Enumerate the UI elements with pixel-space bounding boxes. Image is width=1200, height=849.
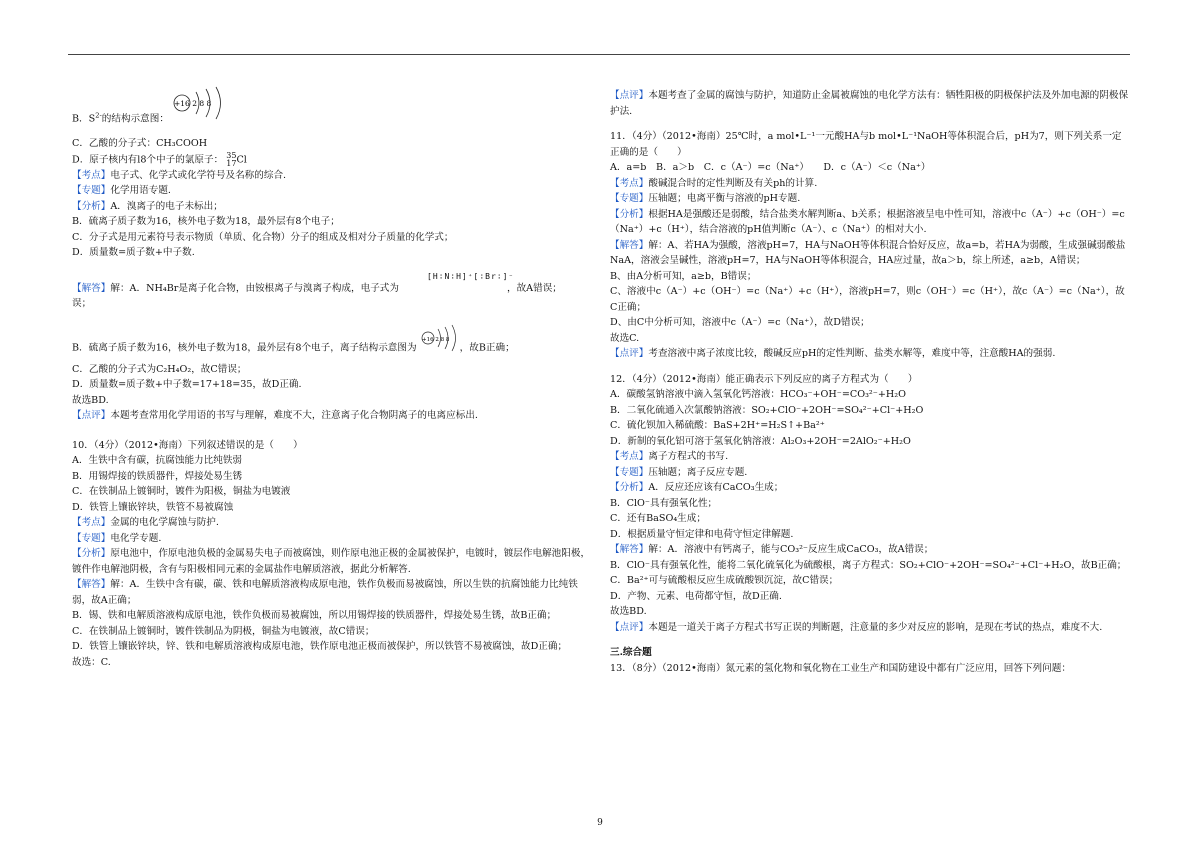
isotope-number: 17 [226, 158, 237, 168]
q10-fenxi [72, 546, 592, 577]
q10-kaodian [72, 515, 592, 531]
zhuanti-tag: 【专题】 [72, 185, 111, 196]
left-column [72, 88, 592, 670]
section-heading: 三.综合题 [610, 647, 652, 658]
jieda-tag: 【解答】 [610, 239, 649, 251]
q9-jieda-3: C．乙酸的分子式为C₂H₄O₂，故C错误； [72, 363, 247, 375]
atom-label: +16 2 8 8 [173, 99, 212, 108]
q12-option-b: B．二氧化硫通入次氯酸钠溶液：SO₂+ClO⁻+2OH⁻=SO₄²⁻+Cl⁻+H₂O [610, 404, 924, 416]
q10-option-c: C．在铁制品上镀铜时，镀件为阳极，铜盐为电镀液 [72, 486, 291, 497]
q11-jieda-4: D、由C中分析可知，溶液中c（A⁻）=c（Na⁺），故D错误； [610, 317, 870, 328]
kaodian-text: 金属的电化学腐蚀与防护. [110, 517, 219, 528]
fenxi-text: 根据HA是强酸还是弱酸，结合盐类水解判断a、b关系；根据溶液呈电中性可知，溶液中c（A⁻）+c（OH⁻）=c（Na⁺）+c（H⁺），结合溶液的pH值判断c（A⁻）、c（Na⁺）的相对大小. [610, 208, 1125, 235]
chlorine-isotope [226, 152, 236, 168]
sulfur-atom-diagram [172, 86, 234, 120]
kaodian-tag: 【考点】 [72, 517, 111, 528]
q10-jieda-1 [72, 577, 592, 608]
q12-zhuanti [610, 465, 1130, 481]
kaodian-text: 电子式、化学式或化学符号及名称的综合. [110, 169, 287, 181]
q9-jieda-4: D．质量数=质子数+中子数=17+18=35，故D正确. [72, 379, 302, 390]
q11-kaodian [610, 176, 1130, 192]
q10-answer: 故选：C. [72, 656, 111, 668]
electron-formula-row [72, 261, 592, 281]
q9-option-d [72, 152, 592, 168]
q9-dianping [72, 408, 592, 424]
q11-jieda-3: C、溶液中c（A⁻）+c（OH⁻）=c（Na⁺）+c（H⁺），溶液pH=7，则c（OH⁻）=c（H⁺），故c（A⁻）=c（Na⁺），故C正确； [610, 286, 1125, 313]
fenxi-tag: 【分析】 [72, 548, 111, 559]
zhuanti-text: 电化学专题. [110, 532, 162, 544]
q10-jieda-3: C．在铁制品上镀铜时，镀件铁制品为阴极，铜盐为电镀液，故C错误； [72, 625, 375, 637]
kaodian-text: 离子方程式的书写. [648, 451, 729, 462]
dianping-text: 本题是一道关于离子方程式书写正误的判断题，注意量的多少对反应的影响，是现在考试的热点，难度不大. [648, 621, 1103, 633]
q12-jieda-2: B．ClO⁻具有强氧化性，能将二氧化硫氧化为硫酸根，离子方程式：SO₂+ClO⁻+2OH⁻=SO₄²⁻+Cl⁻+H₂O，故B正确； [610, 559, 1127, 571]
q12-option-a: A．碳酸氢钠溶液中滴入氢氧化钙溶液：HCO₃⁻+OH⁻=CO₃²⁻+H₂O [610, 389, 906, 400]
q12-kaodian [610, 449, 1130, 465]
q11-zhuanti [610, 191, 1130, 207]
q9-option-b-text: B．S [72, 113, 96, 125]
q9-option-b-tail: 的结构示意图： [101, 113, 169, 125]
kaodian-tag: 【考点】 [610, 451, 649, 462]
q9-fenxi [72, 199, 592, 215]
q10-jieda-2: B．锡、铁和电解质溶液构成原电池，铁作负极而易被腐蚀，所以用锡焊接的铁质器件，焊接处易生锈，故B正确； [72, 610, 557, 621]
q10-option-a: A．生铁中含有碳，抗腐蚀能力比纯铁弱 [72, 455, 243, 466]
dianping-text: 本题考查了金属的腐蚀与防护，知道防止金属被腐蚀的电化学方法有：牺牲阳极的阴极保护法及外加电源的阴极保护法. [610, 90, 1129, 117]
q12-fenxi-2: B．ClO⁻具有强氧化性； [610, 497, 718, 509]
page-number: 9 [597, 818, 603, 828]
q12-option-d: D．新制的氧化铝可溶于氢氧化钠溶液：Al₂O₃+2OH⁻=2AlO₂⁻+H₂O [610, 435, 911, 447]
q11-jieda-1 [610, 238, 1130, 269]
dianping-text: 本题考查常用化学用语的书写与理解，难度不大，注意离子化合物阴离子的电离应标出. [110, 410, 478, 421]
q9-kaodian [72, 168, 592, 184]
q9-fenxi-2: B．硫离子质子数为16，核外电子数为18，最外层有8个电子； [72, 216, 340, 227]
isotope-mass: 35 [226, 150, 237, 160]
zhuanti-text: 压轴题；离子反应专题. [648, 466, 748, 478]
q12-jieda-4: D．产物、元素、电荷都守恒，故D正确. [610, 590, 782, 602]
q9-fenxi-3: C．分子式是用元素符号表示物质（单质、化合物）分子的组成及相对分子质量的化学式； [72, 231, 454, 243]
fenxi-tag: 【分析】 [610, 208, 649, 220]
q10-dianping [610, 88, 1130, 119]
q9-option-b-sup: 2- [95, 111, 102, 120]
q9-zhuanti [72, 183, 592, 199]
q10-option-b: B．用锡焊接的铁质器件，焊接处易生锈 [72, 470, 243, 482]
q12-fenxi-4: D．根据质量守恒定律和电荷守恒定律解题. [610, 528, 794, 540]
q9-jieda-2 [72, 334, 592, 362]
jieda-text-2-tail: ，故B正确； [459, 342, 515, 353]
jieda-text-1-tail: ，故A错误； [506, 282, 562, 294]
electron-formula: [H∶N∶H]⁺[∶Br∶]⁻ [427, 271, 515, 281]
jieda-tag: 【解答】 [72, 579, 111, 590]
q9-option-b [72, 99, 592, 136]
zhuanti-tag: 【专题】 [610, 193, 649, 204]
dianping-text: 考查溶液中离子浓度比较，酸碱反应pH的定性判断、盐类水解等，难度中等，注意酸HA的强弱. [648, 348, 1056, 359]
q10-option-d: D．铁管上镶嵌锌块，铁管不易被腐蚀 [72, 501, 234, 513]
q12-head: 12．（4分）（2012•海南）能正确表示下列反应的离子方程式为（ ） [610, 373, 918, 385]
zhuanti-text: 化学用语专题. [110, 185, 171, 196]
fenxi-text: A．溴离子的电子未标出； [110, 200, 223, 212]
dianping-tag: 【点评】 [610, 621, 649, 633]
kaodian-tag: 【考点】 [610, 177, 649, 189]
dianping-tag: 【点评】 [72, 410, 111, 421]
q10-head: 10．（4分）（2012•海南）下列叙述错误的是（ ） [72, 439, 303, 451]
q10-zhuanti [72, 531, 592, 547]
q9-fenxi-4: D．质量数=质子数+中子数. [72, 247, 195, 258]
kaodian-text: 酸碱混合时的定性判断及有关ph的计算. [648, 177, 818, 189]
q9-option-d-text: D．原子核内有l8个中子的氯原子： [72, 154, 224, 165]
fenxi-text: A．反应还应该有CaCO₃生成； [648, 482, 784, 493]
header-rule [68, 54, 1130, 55]
jieda-text: 解：A．溶液中有钙离子，能与CO₃²⁻反应生成CaCO₃，故A错误； [648, 544, 934, 555]
q10-jieda-4: D．铁管上镶嵌锌块，锌、铁和电解质溶液构成原电池，铁作原电池正极而被保护，所以铁管不易被腐蚀，故D正确； [72, 641, 568, 652]
jieda-tag: 【解答】 [610, 544, 649, 555]
fenxi-text: 原电池中，作原电池负极的金属易失电子而被腐蚀，则作原电池正极的金属被保护，电镀时，镀层作电解池阳极，镀件作电解池阴极，含有与阳极相同元素的金属盐作电解质溶液，据此分析解答. [72, 548, 591, 575]
sulfide-ion-diagram [420, 324, 460, 352]
q12-dianping [610, 620, 1130, 636]
q12-jieda-3: C．Ba²⁺可与硫酸根反应生成硫酸钡沉淀，故C错误； [610, 575, 839, 586]
kaodian-tag: 【考点】 [72, 169, 111, 181]
q9-answer: 故选BD. [72, 394, 109, 406]
q12-fenxi-1 [610, 480, 1130, 496]
q9-option-c: C．乙酸的分子式：CH₃COOH [72, 138, 208, 149]
jieda-text-2: B．硫离子质子数为16，核外电子数为18，最外层有8个电子，离子结构示意图为 [72, 342, 417, 353]
q11-fenxi [610, 207, 1130, 238]
q12-jieda-1 [610, 542, 1130, 558]
q13-head: 13．（8分）（2012•海南）氮元素的氢化物和氧化物在工业生产和国防建设中都有广泛应用，回答下列问题： [610, 662, 1071, 674]
dianping-tag: 【点评】 [610, 90, 649, 101]
q11-jieda-2: B、由A分析可知，a≥b，B错误； [610, 270, 757, 282]
fenxi-tag: 【分析】 [610, 482, 649, 493]
right-column [610, 88, 1130, 676]
q12-fenxi-3: C．还有BaSO₄生成； [610, 513, 706, 524]
jieda-text: 解：A、若HA为强酸，溶液pH=7，HA与NaOH等体积混合恰好反应，故a=b，若HA为弱酸，生成强碱弱酸盐NaA，溶液会呈碱性，溶液pH=7，HA与NaOH等体积混合，HA应过量，故a＞b，综上所述，a≥b，A错误； [610, 239, 1126, 266]
jieda-text-1: 解：A．NH₄Br是离子化合物，由铵根离子与溴离子构成，电子式为 [110, 282, 399, 294]
zhuanti-tag: 【专题】 [72, 532, 111, 544]
jieda-tag: 【解答】 [72, 282, 111, 294]
q9-jieda-1-cont: 误； [72, 298, 92, 309]
q11-head: 11．（4分）（2012•海南）25℃时，a mol•L⁻¹一元酸HA与b mol•L⁻¹NaOH等体积混合后，pH为7，则下列关系一定正确的是（ ） [610, 131, 1122, 158]
zhuanti-text: 压轴题；电离平衡与溶液的pH专题. [648, 193, 801, 204]
q11-options: A．a=b B．a＞b C．c（A⁻）=c（Na⁺） D．c（A⁻）＜c（Na⁺） [610, 162, 931, 173]
q12-answer: 故选BD. [610, 606, 647, 617]
q12-option-c: C．硫化钡加入稀硫酸：BaS+2H⁺=H₂S↑+Ba²⁺ [610, 420, 825, 431]
fenxi-tag: 【分析】 [72, 200, 111, 212]
jieda-text: 解：A．生铁中含有碳，碳、铁和电解质溶液构成原电池，铁作负极而易被腐蚀，所以生铁的抗腐蚀能力比纯铁弱，故A正确； [72, 579, 578, 606]
ion-label: +16 2 8 8 [421, 336, 449, 343]
isotope-symbol: Cl [236, 154, 247, 165]
dianping-tag: 【点评】 [610, 348, 649, 359]
zhuanti-tag: 【专题】 [610, 466, 649, 478]
q11-dianping [610, 346, 1130, 362]
q11-answer: 故选C. [610, 332, 640, 344]
